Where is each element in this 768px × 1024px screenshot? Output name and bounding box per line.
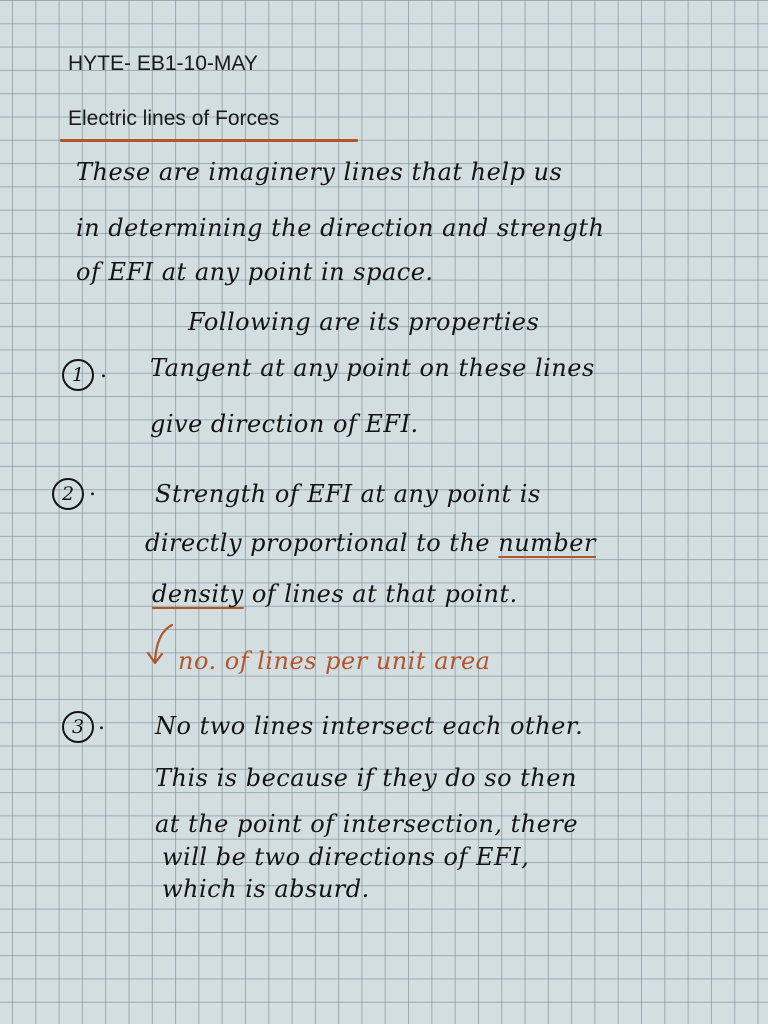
emphasis-density: density (152, 580, 244, 608)
property-number-1: 1 (62, 359, 94, 391)
property-2-line-2-text: directly proportional to the (145, 529, 499, 557)
property-number-dot: . (100, 358, 107, 383)
property-3-line-2: This is because if they do so then (155, 764, 577, 792)
intro-line-3: of EFI at any point in space. (76, 258, 434, 286)
intro-line-1: These are imaginery lines that help us (76, 158, 563, 186)
page-title: Electric lines of Forces (68, 107, 280, 130)
property-number-2: 2 (52, 478, 84, 510)
property-1-line-1: Tangent at any point on these lines (150, 354, 595, 382)
property-3-line-4: will be two directions of EFI, (162, 843, 530, 871)
property-3-line-1: No two lines intersect each other. (155, 712, 584, 740)
property-2-line-3 (152, 580, 518, 608)
property-1-line-2: give direction of EFI. (150, 410, 419, 438)
property-number-dot: . (98, 710, 105, 735)
document-id: HYTE- EB1-10-MAY (68, 52, 258, 75)
title-underline (60, 139, 358, 142)
property-3-line-3: at the point of intersection, there (155, 810, 579, 838)
definition-note: no. of lines per unit area (178, 647, 491, 675)
property-2-line-3-text: of lines at that point. (243, 580, 518, 608)
intro-line-2: in determining the direction and strength (76, 214, 605, 242)
property-2-line-2 (145, 529, 596, 557)
property-number-dot: . (89, 476, 96, 501)
property-number-3: 3 (62, 711, 94, 743)
intro-line-4: Following are its properties (188, 308, 540, 336)
property-3-line-5: which is absurd. (162, 875, 370, 903)
curved-arrow-icon (146, 621, 180, 671)
property-2-line-1: Strength of EFI at any point is (155, 480, 541, 508)
emphasis-number: number (498, 529, 596, 557)
